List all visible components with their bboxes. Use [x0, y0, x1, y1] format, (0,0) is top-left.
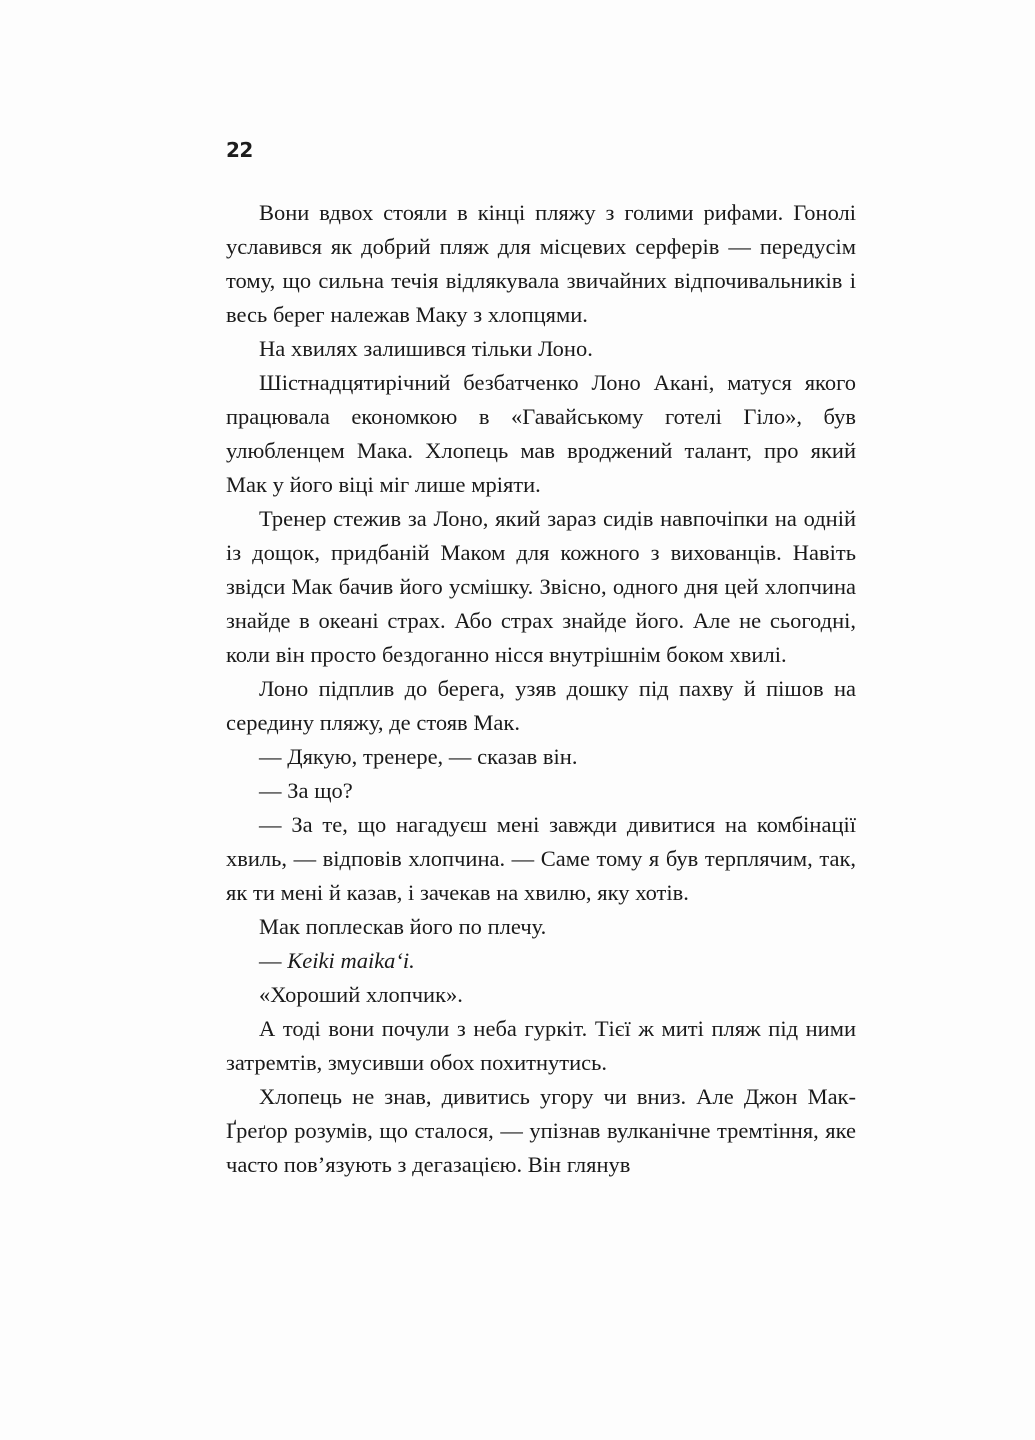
paragraph: Лоно підплив до берега, узяв дошку під пахву й пішов на середину пляжу, де стояв Мак.: [226, 676, 856, 735]
paragraph: Хлопець не знав, дивитись угору чи вниз. Але Джон Мак-Ґреґор розумів, що сталося, — упізнав вулканічне тремтіння, яке часто пов’язують з дегазацією. Він глянув: [226, 1084, 856, 1177]
paragraph: Мак поплескав його по плечу.: [259, 914, 547, 939]
paragraph: Шістнадцятирічний безбатченко Лоно Акані, матуся якого працювала економкою в «Гавайському готелі Гіло», був улюбленцем Мака. Хлопець мав вроджений талант, про який Мак у його віці міг лише мріяти.: [226, 370, 856, 497]
body-text-block: [226, 196, 856, 1182]
paragraph: На хвилях залишився тільки Лоно.: [259, 336, 593, 361]
dialogue-line-foreign: [226, 944, 856, 978]
dialogue-line: — За що?: [259, 778, 353, 803]
page-number: 22: [226, 138, 253, 162]
paragraph: «Хороший хлопчик».: [259, 982, 463, 1007]
dialogue-line: — Дякую, тренере, — сказав він.: [259, 744, 578, 769]
paragraph: А тоді вони почули з неба гуркіт. Тієї ж миті пляж під ними затремтів, змусивши обох похитнутись.: [226, 1016, 856, 1075]
em-dash: —: [259, 948, 288, 973]
paragraph: Тренер стежив за Лоно, який зараз сидів навпочіпки на одній із дощок, придбаній Маком для кожного з вихованців. Навіть звідси Мак бачив його усмішку. Звісно, одного дня цей хлопчина знайде в океані страх. Або страх знайде його. Але не сьогодні, коли він просто бездоганно нісся внутрішнім боком хвилі.: [226, 506, 856, 667]
dialogue-line: — За те, що нагадуєш мені завжди дивитися на комбінації хвиль, — відповів хлопчина. — Саме тому я був терплячим, так, як ти мені й казав, і зачекав на хвилю, яку хотів.: [226, 812, 856, 905]
hawaiian-phrase: Keiki maikaʻi.: [287, 948, 415, 973]
paragraph: Вони вдвох стояли в кінці пляжу з голими рифами. Гонолі уславився як добрий пляж для місцевих серферів — передусім тому, що сильна течія відлякувала звичайних відпочивальників і весь берег належав Маку з хлопцями.: [226, 200, 856, 327]
